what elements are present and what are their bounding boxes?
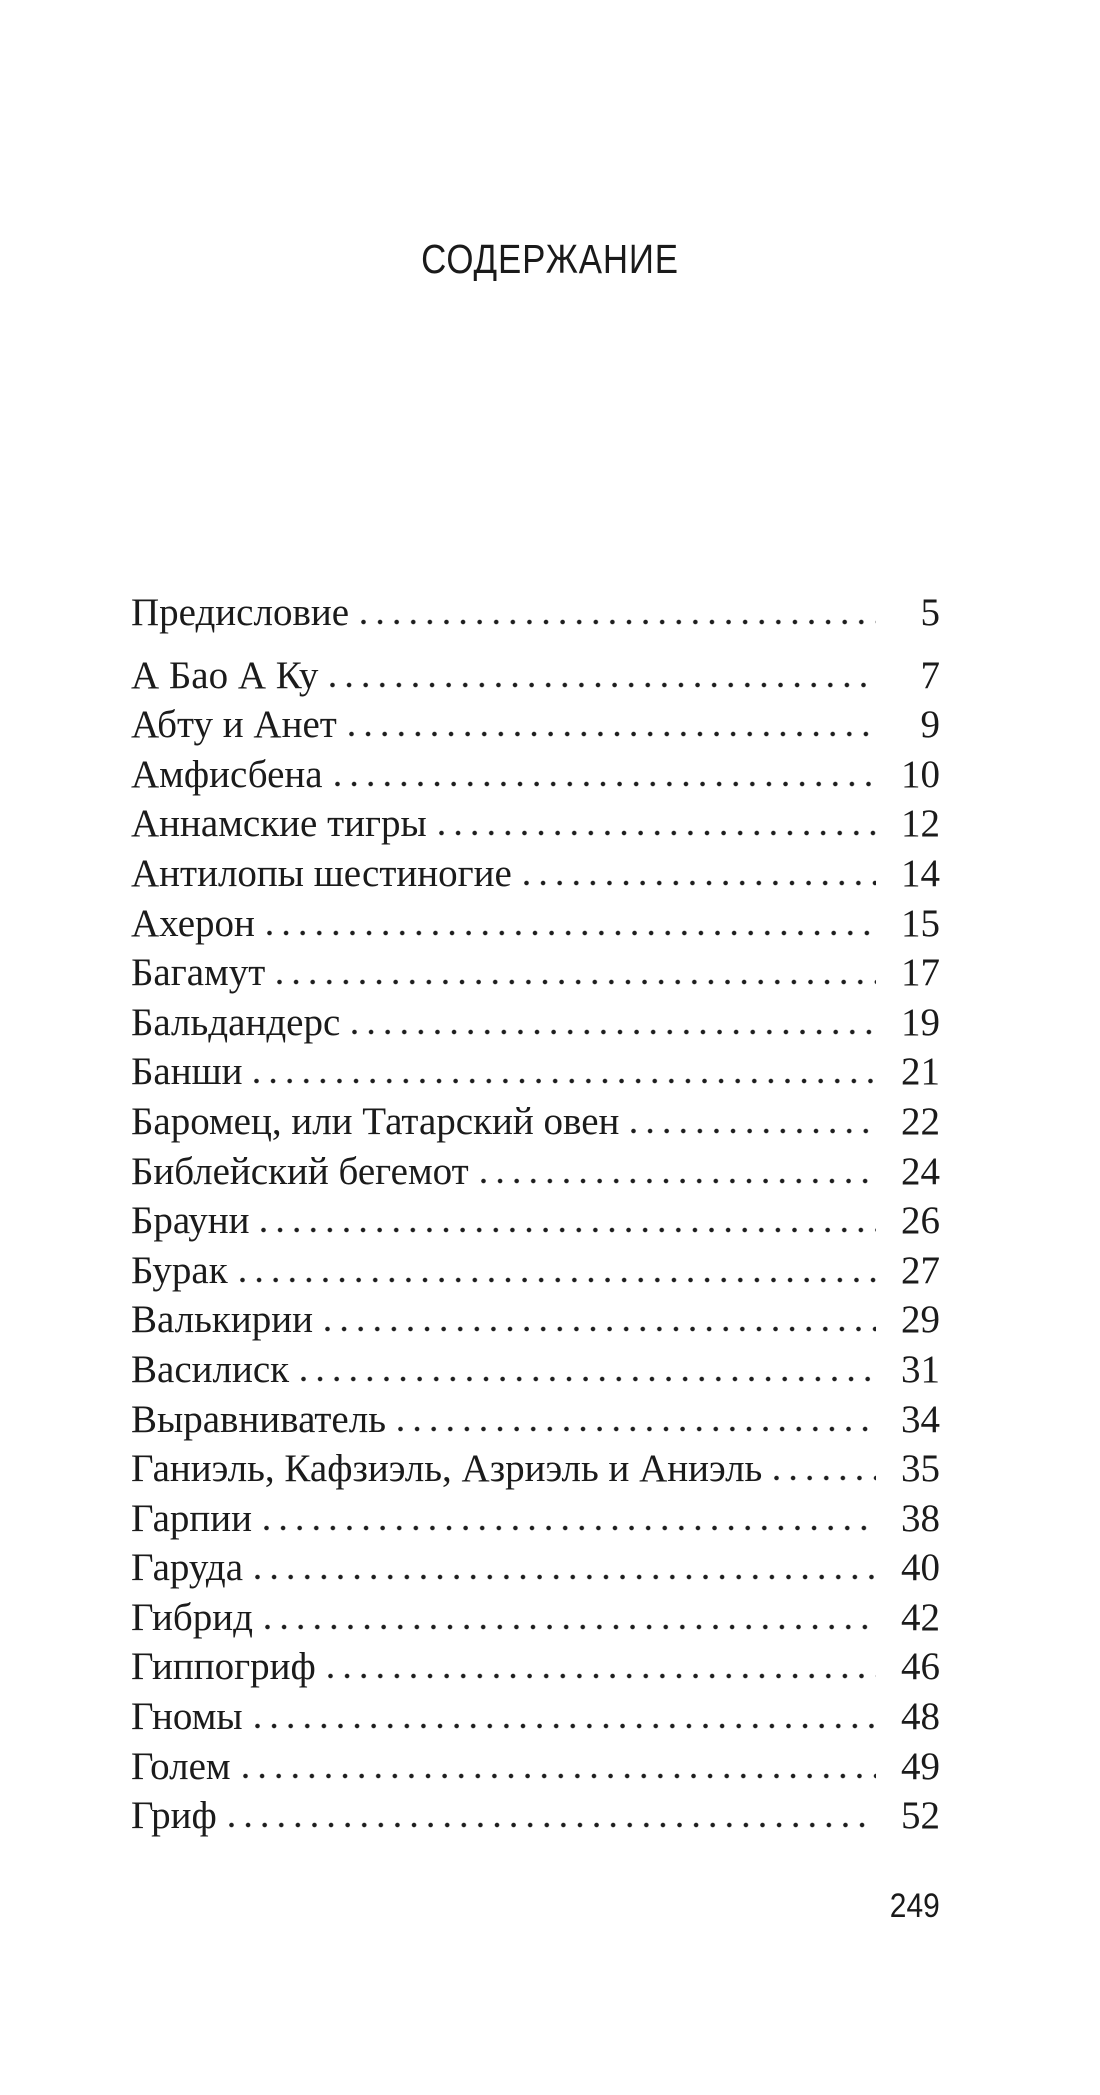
toc-row <box>131 700 940 750</box>
dot-leader <box>631 1128 876 1134</box>
toc-entry-page: 22 <box>901 1099 940 1143</box>
toc-entry-title: Ахерон <box>131 901 255 945</box>
toc-row <box>131 1692 940 1742</box>
toc-entry-title: Гаруда <box>131 1546 244 1590</box>
toc-row <box>131 1593 940 1643</box>
toc-entry-title: Гарпии <box>131 1496 252 1540</box>
dot-leader <box>243 1773 876 1779</box>
toc-entry-page: 52 <box>901 1794 940 1838</box>
toc-entry-title: Голем <box>131 1744 231 1788</box>
toc-entry-page: 17 <box>901 951 940 995</box>
toc-row <box>131 1345 940 1395</box>
dot-leader <box>349 731 876 737</box>
toc-entry-page: 15 <box>901 901 940 945</box>
toc-row <box>131 750 940 800</box>
toc-entry-page: 10 <box>901 752 940 796</box>
toc-row <box>131 849 940 899</box>
toc-row <box>131 1642 940 1692</box>
dot-leader <box>265 1624 876 1630</box>
toc-row <box>131 1444 940 1494</box>
toc-entry-page: 34 <box>901 1397 940 1441</box>
toc-entry-page: 7 <box>920 653 940 697</box>
toc-entry-page: 12 <box>901 802 940 846</box>
toc-row <box>131 588 940 638</box>
toc-entry-page: 19 <box>901 1000 940 1044</box>
toc-entry-page: 42 <box>901 1595 940 1639</box>
toc-entry-title: Банши <box>131 1050 243 1094</box>
toc-entry-page: 49 <box>901 1744 940 1788</box>
toc-entry-page: 9 <box>920 703 940 747</box>
toc-entry-page: 31 <box>901 1347 940 1391</box>
dot-leader <box>330 682 876 688</box>
toc-row <box>131 948 940 998</box>
dot-leader <box>352 1029 876 1035</box>
toc-row <box>131 899 940 949</box>
toc-entry-title: Василиск <box>131 1347 290 1391</box>
toc-entry-page: 38 <box>901 1496 940 1540</box>
toc-row <box>131 799 940 849</box>
toc-list <box>131 588 940 1841</box>
toc-entry-page: 14 <box>901 851 940 895</box>
dot-leader <box>261 1227 876 1233</box>
toc-entry-title: Валькирии <box>131 1298 313 1342</box>
dot-leader <box>267 930 876 936</box>
toc-entry-title: Багамут <box>131 951 266 995</box>
toc-entry-title: Библейский бегемот <box>131 1149 469 1193</box>
toc-row <box>131 1246 940 1296</box>
toc-entry-title: Абту и Анет <box>131 703 337 747</box>
dot-leader <box>335 781 876 787</box>
dot-leader <box>301 1376 876 1382</box>
dot-leader <box>328 1673 876 1679</box>
toc-entry-title: Антилопы шестиногие <box>131 851 512 895</box>
dot-leader <box>774 1475 876 1481</box>
toc-row <box>131 998 940 1048</box>
dot-leader <box>361 619 876 625</box>
dot-leader <box>264 1525 876 1531</box>
toc-entry-title: Выравниватель <box>131 1397 386 1441</box>
dot-leader <box>240 1277 876 1283</box>
dot-leader <box>325 1326 876 1332</box>
toc-row <box>131 1295 940 1345</box>
toc-row <box>131 1395 940 1445</box>
toc-entry-title: Амфисбена <box>131 752 323 796</box>
toc-entry-title: Гриф <box>131 1794 217 1838</box>
dot-leader <box>439 830 876 836</box>
toc-entry-title: Гибрид <box>131 1595 253 1639</box>
toc-entry-title: Брауни <box>131 1199 250 1243</box>
toc-entry-page: 40 <box>901 1546 940 1590</box>
toc-entry-page: 21 <box>901 1050 940 1094</box>
toc-entry-title: Баромец, или Татарский овен <box>131 1099 620 1143</box>
page-title: СОДЕРЖАНИЕ <box>421 236 679 282</box>
toc-entry-title: Ганиэль, Кафзиэль, Азриэль и Аниэль <box>131 1447 763 1491</box>
toc-entry-title: Бурак <box>131 1248 228 1292</box>
toc-entry-page: 5 <box>920 591 940 634</box>
toc-entry-page: 48 <box>901 1695 940 1739</box>
toc-row <box>131 1494 940 1544</box>
toc-entry-page: 35 <box>901 1447 940 1491</box>
toc-row <box>131 1742 940 1792</box>
dot-leader <box>277 979 876 985</box>
toc-entry-title: Предисловие <box>131 591 350 634</box>
dot-leader <box>255 1574 876 1580</box>
toc-row <box>131 651 940 701</box>
toc-row <box>131 1047 940 1097</box>
toc-row <box>131 1196 940 1246</box>
toc-entry-page: 26 <box>901 1199 940 1243</box>
dot-leader <box>481 1178 876 1184</box>
dot-leader <box>255 1723 876 1729</box>
toc-entry-title: Гиппогриф <box>131 1645 316 1689</box>
page-number: 249 <box>890 1887 940 1925</box>
dot-leader <box>398 1426 876 1432</box>
toc-row <box>131 1147 940 1197</box>
toc-row <box>131 1097 940 1147</box>
toc-entry-title: Гномы <box>131 1695 243 1739</box>
toc-row <box>131 1791 940 1841</box>
dot-leader <box>229 1822 876 1828</box>
toc-entry-title: Аннамские тигры <box>131 802 427 846</box>
dot-leader <box>524 880 876 886</box>
toc-entry-page: 24 <box>901 1149 940 1193</box>
toc-row <box>131 1543 940 1593</box>
toc-entry-title: Бальдандерс <box>131 1000 341 1044</box>
toc-entry-page: 27 <box>901 1248 940 1292</box>
toc-entry-page: 46 <box>901 1645 940 1689</box>
toc-entry-title: А Бао А Ку <box>131 653 319 697</box>
toc-entry-page: 29 <box>901 1298 940 1342</box>
dot-leader <box>254 1078 876 1084</box>
